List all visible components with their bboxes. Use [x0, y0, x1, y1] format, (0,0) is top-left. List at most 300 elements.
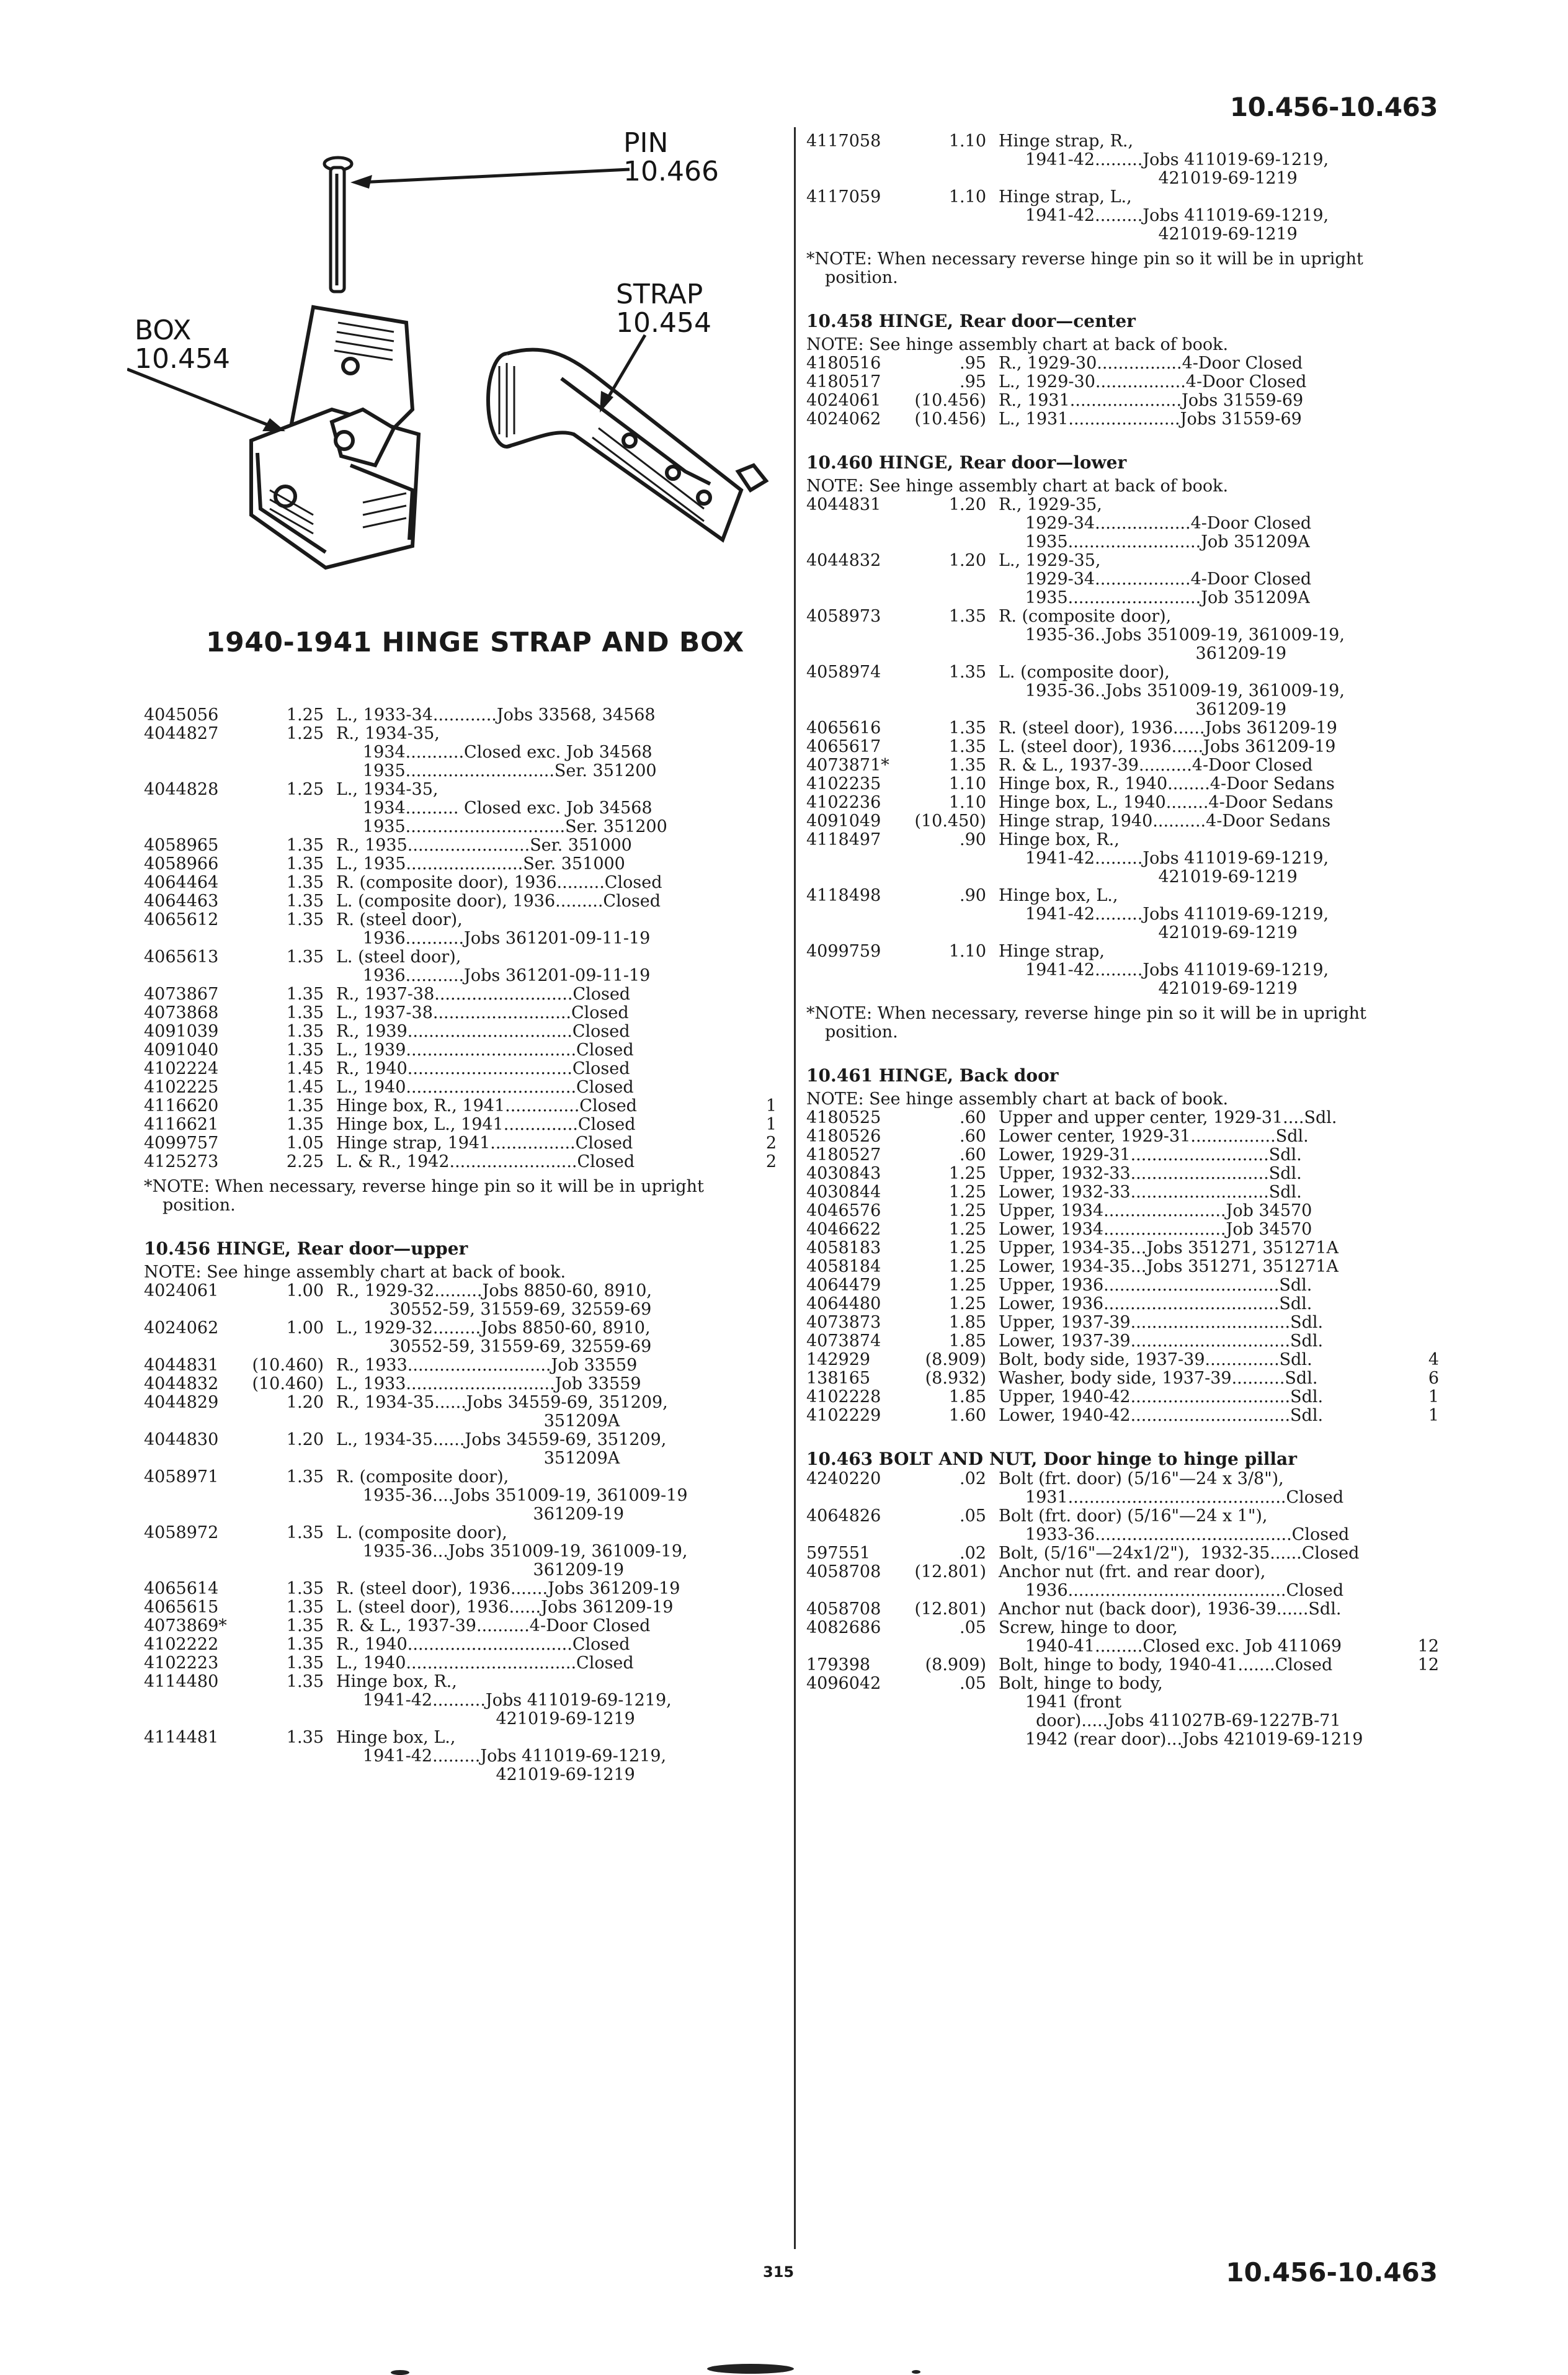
parts-row: [144, 743, 777, 762]
description: 1935-36..Jobs 351009-19, 361009-19,: [999, 625, 1345, 645]
description: 1941-42..........Jobs 411019-69-1219,: [336, 1691, 672, 1710]
price: (10.460): [252, 1356, 324, 1375]
parts-row: [806, 905, 1439, 924]
parts-row: [806, 831, 1439, 849]
description: 1936...........Jobs 361201-09-11-19: [336, 966, 651, 985]
price: 1.35: [948, 663, 986, 682]
description: R. (composite door), 1936.........Closed: [336, 873, 662, 892]
price: 1.35: [286, 1022, 324, 1041]
price: 1.20: [286, 1393, 324, 1412]
part-number: 4045056: [144, 705, 219, 725]
part-number: 4065614: [144, 1579, 219, 1598]
description: 361209-19: [336, 1505, 625, 1524]
part-number: 4024061: [806, 391, 881, 410]
scan-mark: [391, 2370, 409, 2375]
price: 1.35: [286, 1096, 324, 1116]
price: .60: [960, 1127, 986, 1146]
description: 1935-36....Jobs 351009-19, 361009-19: [336, 1486, 688, 1505]
price: 1.25: [286, 705, 324, 725]
parts-row: [806, 1730, 1439, 1749]
price: 1.10: [948, 774, 986, 794]
description: Screw, hinge to door,: [999, 1618, 1178, 1637]
description: Bolt, (5/16"—24x1/2"), 1932-35......Closed: [999, 1544, 1360, 1563]
price: (8.932): [925, 1369, 986, 1388]
description: R., 1935.......................Ser. 351000: [336, 836, 632, 855]
parts-row: [806, 1581, 1439, 1600]
parts-row: [806, 151, 1439, 169]
parts-row: [806, 961, 1439, 980]
price: 1.35: [286, 1040, 324, 1060]
part-number: 4065613: [144, 947, 219, 967]
price: 1.35: [948, 607, 986, 626]
parts-row: [806, 1127, 1439, 1146]
description: R. (composite door),: [999, 607, 1172, 626]
parts-row: [144, 706, 777, 725]
part-number: 4024062: [144, 1318, 219, 1338]
part-number: 4102235: [806, 774, 881, 794]
price: 1.20: [948, 551, 986, 570]
part-number: 4044828: [144, 780, 219, 799]
description: Upper, 1936.................................Sdl.: [999, 1276, 1312, 1295]
description: 30552-59, 31559-69, 32559-69: [336, 1337, 652, 1356]
description: L. (steel door),: [336, 947, 461, 967]
part-number: 4125273: [144, 1152, 219, 1171]
description: 1935-36..Jobs 351009-19, 361009-19,: [999, 681, 1345, 700]
parts-row: [144, 1004, 777, 1022]
part-number: 4118497: [806, 830, 881, 849]
part-number: 4064464: [144, 873, 219, 892]
price: (10.460): [252, 1374, 324, 1393]
page-number: 315: [763, 2263, 795, 2281]
part-number: 4102229: [806, 1406, 881, 1425]
hinge-strap-box-figure: [127, 118, 772, 602]
part-number: 4180517: [806, 372, 881, 391]
description: Hinge strap, 1941................Closed: [336, 1134, 633, 1153]
price: 1.25: [948, 1294, 986, 1313]
description: 1935............................Ser. 351200: [336, 761, 657, 780]
parts-row: [806, 410, 1439, 429]
section-10-463-list: [806, 1470, 1439, 1749]
description: R. (steel door), 1936.......Jobs 361209-19: [336, 1579, 680, 1598]
price: 1.35: [286, 1728, 324, 1747]
parts-row: [806, 775, 1439, 794]
description: Upper and upper center, 1929-31....Sdl.: [999, 1108, 1337, 1127]
description: 1940-41.........Closed exc. Job 411069: [999, 1637, 1342, 1656]
parts-row: [806, 1563, 1439, 1581]
pin-label-code: 10.466: [623, 156, 719, 188]
parts-row: [806, 225, 1439, 244]
part-number: 4102236: [806, 793, 881, 812]
price: .90: [960, 830, 986, 849]
description: 361209-19: [999, 700, 1287, 719]
parts-row: [144, 1505, 777, 1524]
box-label: [135, 316, 230, 373]
section-10-460-note: NOTE: See hinge assembly chart at back of book.: [806, 476, 1229, 496]
description: Lower, 1929-31..........................Sdl.: [999, 1145, 1302, 1165]
part-number: 4030844: [806, 1183, 881, 1202]
description: 30552-59, 31559-69, 32559-69: [336, 1300, 652, 1319]
price: 1.05: [286, 1134, 324, 1153]
description: Hinge strap, 1940..........4-Door Sedans: [999, 812, 1331, 831]
parts-row: [806, 1369, 1439, 1388]
parts-row: [806, 1675, 1439, 1693]
description: Bolt, hinge to body,: [999, 1674, 1163, 1693]
parts-row: [806, 1637, 1439, 1656]
parts-row: [144, 1375, 777, 1393]
right-column-table: [806, 132, 1439, 1749]
left-hinge-pin-note: *NOTE: When necessary, reverse hinge pin so it will be in upright position.: [144, 1177, 704, 1215]
description: L., 1935......................Ser. 351000: [336, 854, 625, 874]
parts-row: [144, 1542, 777, 1561]
parts-row: [806, 496, 1439, 514]
description: L. & R., 1942........................Closed: [336, 1152, 635, 1171]
parts-row: [806, 533, 1439, 552]
price: 1.25: [286, 780, 324, 799]
parts-row: [806, 1276, 1439, 1295]
part-number: 4058708: [806, 1562, 881, 1581]
left-column-table: [144, 706, 777, 1784]
parts-row: [806, 1488, 1439, 1507]
parts-row: [806, 1351, 1439, 1369]
pin-label: [623, 129, 719, 186]
part-number: 4114481: [144, 1728, 219, 1747]
price: (10.456): [914, 409, 986, 429]
parts-row: [806, 1332, 1439, 1351]
parts-row: [806, 812, 1439, 831]
price: .60: [960, 1145, 986, 1165]
parts-row: [144, 1356, 777, 1375]
parts-row: [806, 663, 1439, 682]
description: 1941-42.........Jobs 411019-69-1219,: [999, 905, 1329, 924]
price: 1.10: [948, 187, 986, 207]
parts-row: [806, 1109, 1439, 1127]
price: .60: [960, 1108, 986, 1127]
parts-row: [144, 1449, 777, 1468]
price: 1.10: [948, 132, 986, 151]
parts-row: [806, 942, 1439, 961]
price: 1.35: [286, 1635, 324, 1654]
part-number: 4058971: [144, 1467, 219, 1487]
section-10-456-heading: 10.456 HINGE, Rear door—upper: [144, 1238, 468, 1259]
description: L., 1940................................Closed: [336, 1078, 634, 1097]
quantity: 1: [1428, 1387, 1439, 1407]
price: 1.25: [948, 1257, 986, 1276]
parts-row: [806, 1183, 1439, 1202]
parts-row: [806, 607, 1439, 626]
parts-row: [806, 1619, 1439, 1637]
parts-row: [144, 762, 777, 780]
parts-row: [144, 855, 777, 874]
description: 361209-19: [336, 1560, 625, 1580]
parts-row: [806, 849, 1439, 868]
pin-drawing: [324, 158, 352, 292]
strap-label-name: STRAP: [616, 279, 703, 310]
parts-row: [144, 1153, 777, 1171]
part-number: 4091039: [144, 1022, 219, 1041]
parts-row: [806, 1526, 1439, 1544]
price: .02: [960, 1469, 986, 1488]
price: 1.35: [948, 756, 986, 775]
description: Hinge box, L.,: [999, 886, 1118, 905]
description: 1942 (rear door)...Jobs 421019-69-1219: [999, 1730, 1363, 1749]
parts-row: [806, 552, 1439, 570]
part-number: 4046622: [806, 1220, 881, 1239]
parts-row: [806, 1313, 1439, 1332]
description: L. (composite door), 1936.........Closed: [336, 892, 661, 911]
quantity: 6: [1428, 1369, 1439, 1388]
description: Lower center, 1929-31................Sdl.: [999, 1127, 1309, 1146]
description: R. (steel door),: [336, 910, 463, 929]
price: 1.45: [286, 1078, 324, 1097]
parts-row: [806, 924, 1439, 942]
price: 1.35: [286, 1003, 324, 1022]
description: Anchor nut (frt. and rear door),: [999, 1562, 1266, 1581]
parts-row: [806, 1600, 1439, 1619]
description: 421019-69-1219: [999, 923, 1298, 942]
price: 1.35: [948, 737, 986, 756]
price: (12.801): [914, 1599, 986, 1619]
part-number: 4114480: [144, 1672, 219, 1691]
price: (12.801): [914, 1562, 986, 1581]
description: 1934.......... Closed exc. Job 34568: [336, 798, 653, 818]
price: 1.10: [948, 942, 986, 961]
quantity: 1: [765, 1096, 777, 1116]
quantity: 2: [765, 1152, 777, 1171]
parts-row: [806, 645, 1439, 663]
part-number: 138165: [806, 1369, 871, 1388]
description: L., 1934-35......Jobs 34559-69, 351209,: [336, 1430, 667, 1449]
price: .02: [960, 1544, 986, 1563]
description: 421019-69-1219: [999, 867, 1298, 887]
section-10-461-list: [806, 1109, 1439, 1425]
right-hinge-pin-note-1: *NOTE: When necessary reverse hinge pin so it will be in upright position.: [806, 249, 1363, 287]
parts-row: [144, 1487, 777, 1505]
description: R. & L., 1937-39..........4-Door Closed: [999, 756, 1313, 775]
parts-row: [144, 1710, 777, 1729]
hinge-strap-list: [806, 132, 1439, 244]
part-number: 4118498: [806, 886, 881, 905]
description: L., 1929-35,: [999, 551, 1101, 570]
description: 1934...........Closed exc. Job 34568: [336, 743, 653, 762]
description: 1941-42.........Jobs 411019-69-1219,: [999, 206, 1329, 225]
parts-row: [144, 892, 777, 911]
description: R., 1937-38..........................Closed: [336, 985, 631, 1004]
description: L. (steel door), 1936......Jobs 361209-19: [336, 1598, 674, 1617]
price: 1.35: [286, 854, 324, 874]
strap-label-code: 10.454: [616, 307, 711, 339]
parts-row: [806, 391, 1439, 410]
price: 2.25: [286, 1152, 324, 1171]
price: (10.456): [914, 391, 986, 410]
description: L. (composite door),: [999, 663, 1170, 682]
column-divider: [794, 127, 796, 2249]
description: Hinge box, R., 1941..............Closed: [336, 1096, 637, 1116]
part-number: 4044832: [144, 1374, 219, 1393]
part-number: 4044829: [144, 1393, 219, 1412]
part-number: 4044827: [144, 724, 219, 743]
description: Hinge box, L., 1940........4-Door Sedans: [999, 793, 1334, 812]
parts-row: [144, 929, 777, 948]
price: 1.35: [286, 910, 324, 929]
price: 1.35: [286, 1672, 324, 1691]
price: 1.35: [286, 947, 324, 967]
part-number: 4058708: [806, 1599, 881, 1619]
part-number: 4073868: [144, 1003, 219, 1022]
quantity: 12: [1417, 1637, 1439, 1656]
price: .95: [960, 354, 986, 373]
strap-drawing: [488, 350, 766, 540]
description: L., 1940................................Closed: [336, 1653, 634, 1673]
section-10-458-list: [806, 354, 1439, 429]
part-number: 4082686: [806, 1618, 881, 1637]
parts-row: [806, 132, 1439, 151]
page-footer-code-range: 10.456-10.463: [1226, 2257, 1438, 2288]
description: R., 1929-35,: [999, 495, 1102, 514]
description: Bolt (frt. door) (5/16"—24 x 3/8"),: [999, 1469, 1284, 1488]
part-number: 4058965: [144, 836, 219, 855]
parts-row: [806, 169, 1439, 188]
section-10-458-heading: 10.458 HINGE, Rear door—center: [806, 311, 1136, 331]
description: R., 1933...........................Job 33559: [336, 1356, 638, 1375]
part-number: 4024062: [806, 409, 881, 429]
part-number: 4044831: [144, 1356, 219, 1375]
parts-row: [144, 1766, 777, 1784]
part-number: 4064479: [806, 1276, 881, 1295]
parts-row: [144, 1673, 777, 1691]
description: Washer, body side, 1937-39..........Sdl.: [999, 1369, 1318, 1388]
section-10-456-list: [144, 1282, 777, 1784]
parts-row: [806, 1656, 1439, 1675]
parts-row: [806, 738, 1439, 756]
price: 1.45: [286, 1059, 324, 1078]
price: 1.25: [948, 1183, 986, 1202]
box-drawing: [251, 307, 419, 568]
parts-row: [144, 836, 777, 855]
part-number: 4058966: [144, 854, 219, 874]
parts-row: [144, 1319, 777, 1338]
section-10-461-note: NOTE: See hinge assembly chart at back of book.: [806, 1089, 1229, 1109]
parts-row: [144, 1729, 777, 1747]
description: Bolt, hinge to body, 1940-41.......Closed: [999, 1655, 1333, 1675]
parts-row: [144, 725, 777, 743]
parts-row: [144, 1078, 777, 1097]
description: L., 1929-30.................4-Door Closed: [999, 372, 1307, 391]
parts-row: [806, 1239, 1439, 1258]
part-number: 4073871*: [806, 756, 889, 775]
price: 1.35: [286, 1653, 324, 1673]
parts-row: [144, 967, 777, 985]
parts-row: [144, 1468, 777, 1487]
description: Hinge box, L.,: [336, 1728, 456, 1747]
part-number: 4044831: [806, 495, 881, 514]
description: L., 1939................................Closed: [336, 1040, 634, 1060]
price: 1.35: [286, 1467, 324, 1487]
scan-mark: [912, 2370, 920, 2374]
description: R., 1929-30................4-Door Closed: [999, 354, 1303, 373]
scan-mark: [707, 2364, 794, 2374]
part-number: 4116620: [144, 1096, 219, 1116]
part-number: 4096042: [806, 1674, 881, 1693]
description: Upper, 1940-42..............................Sdl.: [999, 1387, 1324, 1407]
description: 421019-69-1219: [336, 1709, 635, 1729]
parts-row: [144, 1524, 777, 1542]
right-hinge-pin-note-2: *NOTE: When necessary, reverse hinge pin so it will be in upright position.: [806, 1004, 1366, 1042]
part-number: 179398: [806, 1655, 871, 1675]
parts-row: [806, 1407, 1439, 1425]
description: Lower, 1936.................................Sdl.: [999, 1294, 1312, 1313]
description: 1929-34..................4-Door Closed: [999, 570, 1312, 589]
part-number: 4180527: [806, 1145, 881, 1165]
description: R., 1934-35......Jobs 34559-69, 351209,: [336, 1393, 668, 1412]
parts-row: [806, 570, 1439, 589]
box-label-name: BOX: [135, 315, 192, 346]
parts-row: [806, 719, 1439, 738]
parts-row: [144, 911, 777, 929]
description: L. (composite door),: [336, 1523, 507, 1542]
part-number: 4058184: [806, 1257, 881, 1276]
part-number: 4240220: [806, 1469, 881, 1488]
price: 1.35: [286, 1579, 324, 1598]
price: 1.35: [286, 1616, 324, 1635]
price: .95: [960, 372, 986, 391]
description: L., 1937-38..........................Closed: [336, 1003, 629, 1022]
part-number: 4058974: [806, 663, 881, 682]
description: 1935.........................Job 351209A: [999, 588, 1310, 607]
part-number: 4073867: [144, 985, 219, 1004]
price: 1.35: [286, 836, 324, 855]
parts-row: [144, 1116, 777, 1134]
parts-row: [806, 1470, 1439, 1488]
description: L., 1934-35,: [336, 780, 439, 799]
price: 1.25: [286, 724, 324, 743]
parts-row: [144, 1338, 777, 1356]
part-number: 4102223: [144, 1653, 219, 1673]
description: Hinge box, R.,: [336, 1672, 457, 1691]
price: 1.25: [948, 1164, 986, 1183]
description: door).....Jobs 411027B-69-1227B-71: [999, 1711, 1341, 1730]
parts-row: [806, 1507, 1439, 1526]
price: (8.909): [925, 1655, 986, 1675]
description: 421019-69-1219: [999, 169, 1298, 188]
price: 1.00: [286, 1281, 324, 1300]
parts-row: [144, 1412, 777, 1431]
parts-row: [806, 1388, 1439, 1407]
price: 1.35: [286, 1115, 324, 1134]
description: 361209-19: [999, 644, 1287, 663]
parts-row: [806, 1295, 1439, 1313]
part-number: 4180526: [806, 1127, 881, 1146]
price: 1.85: [948, 1313, 986, 1332]
description: 1936...........Jobs 361201-09-11-19: [336, 929, 651, 948]
part-number: 4102222: [144, 1635, 219, 1654]
parts-row: [144, 1580, 777, 1598]
parts-row: [144, 1747, 777, 1766]
description: 1941 (front: [999, 1693, 1122, 1712]
section-10-458-note: NOTE: See hinge assembly chart at back of book.: [806, 335, 1229, 354]
description: 1941-42.........Jobs 411019-69-1219,: [336, 1747, 667, 1766]
part-number: 4073874: [806, 1331, 881, 1351]
description: Upper, 1937-39..............................Sdl.: [999, 1313, 1324, 1332]
parts-row: [806, 188, 1439, 207]
quantity: 2: [765, 1134, 777, 1153]
price: (8.909): [925, 1350, 986, 1369]
part-number: 4065615: [144, 1598, 219, 1617]
part-number: 4117058: [806, 132, 881, 151]
description: 1935-36...Jobs 351009-19, 361009-19,: [336, 1542, 688, 1561]
section-10-460-list: [806, 496, 1439, 998]
parts-row: [806, 887, 1439, 905]
price: 1.35: [948, 718, 986, 738]
